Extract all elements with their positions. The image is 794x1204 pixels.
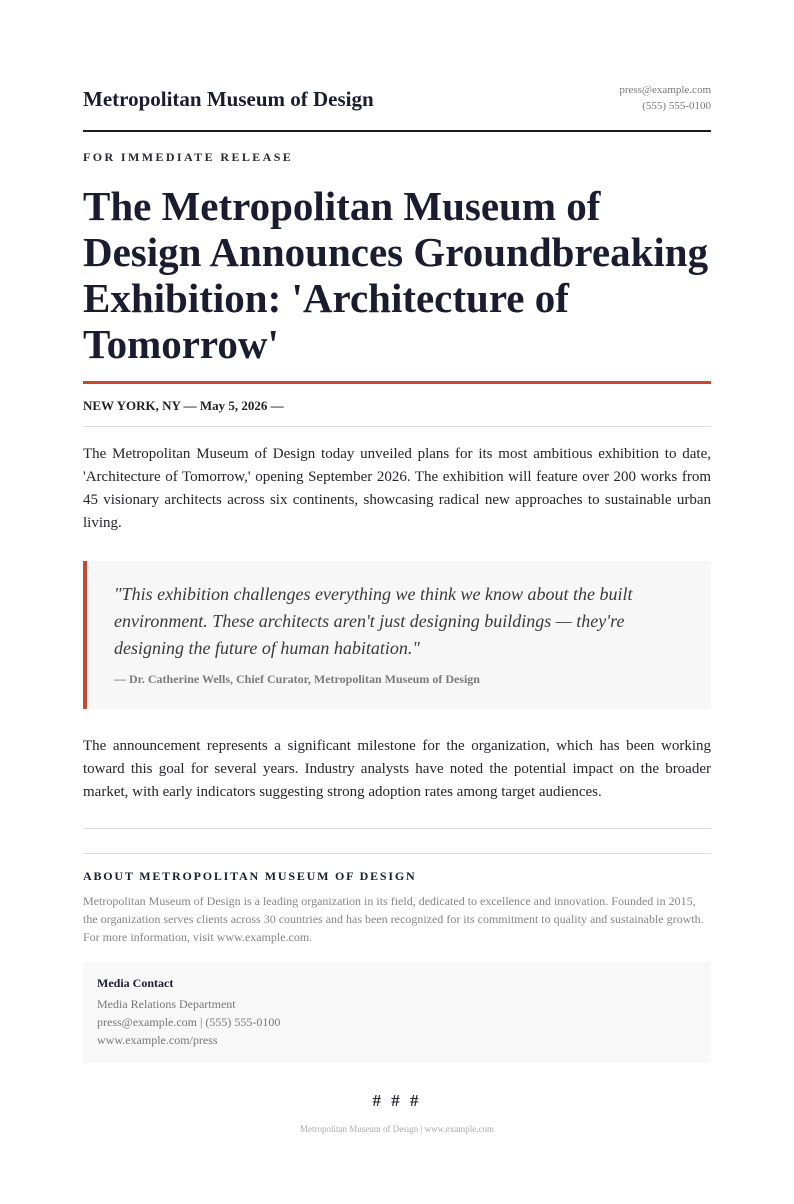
- org-name: Metropolitan Museum of Design: [83, 87, 374, 111]
- body-paragraph-1: The Metropolitan Museum of Design today unveiled plans for its most ambitious exhibition to date, 'Architecture of Tomorrow,' opening September 2026. The exhibition will feature over 200 works from 45 visionary architects across six continents, showcasing radical new approaches to sustainable urban living.: [83, 446, 711, 531]
- media-contact-url: www.example.com/press: [97, 1033, 218, 1047]
- release-tag: FOR IMMEDIATE RELEASE: [83, 150, 294, 164]
- header-contact: [619, 82, 711, 114]
- about-title: ABOUT METROPOLITAN MUSEUM OF DESIGN: [83, 869, 417, 883]
- body-paragraph-2: The announcement represents a significant milestone for the organization, which has been working toward this goal for several years. Industry analysts have noted the potential impact on the broader market, with early indicators suggesting strong adoption rates among target audiences.: [83, 738, 711, 800]
- quote-text: "This exhibition challenges everything we think we know about the built environment. These architects aren't just designing buildings — they're designing the future of human habitation.": [114, 584, 633, 658]
- page-footer: Metropolitan Museum of Design | www.example.com: [300, 1124, 494, 1134]
- media-contact-box: [83, 962, 711, 1063]
- about-text: Metropolitan Museum of Design is a leading organization in its field, dedicated to excellence and innovation. Founded in 2015, the organization serves clients across 30 countries and has been recognized for its commitment to quality and sustainable growth. For more information, visit www.example.com.: [83, 894, 704, 944]
- media-contact-line: press@example.com | (555) 555-0100: [97, 1015, 281, 1029]
- end-mark: # # #: [372, 1091, 422, 1110]
- press-release-page: [83, 0, 711, 1134]
- header-phone: (555) 555-0100: [642, 100, 711, 112]
- divider: [83, 828, 711, 829]
- headline: The Metropolitan Museum of Design Announces Groundbreaking Exhibition: 'Architecture of Tomorrow': [83, 183, 711, 384]
- pull-quote: [83, 561, 711, 709]
- dateline: NEW YORK, NY — May 5, 2026 —: [83, 398, 711, 427]
- quote-attribution: — Dr. Catherine Wells, Chief Curator, Metropolitan Museum of Design: [114, 672, 480, 686]
- divider: [83, 853, 711, 854]
- header-email: press@example.com: [619, 84, 711, 96]
- media-contact-department: Media Relations Department: [97, 997, 236, 1011]
- media-contact-title: Media Contact: [97, 976, 174, 990]
- masthead: [83, 80, 711, 132]
